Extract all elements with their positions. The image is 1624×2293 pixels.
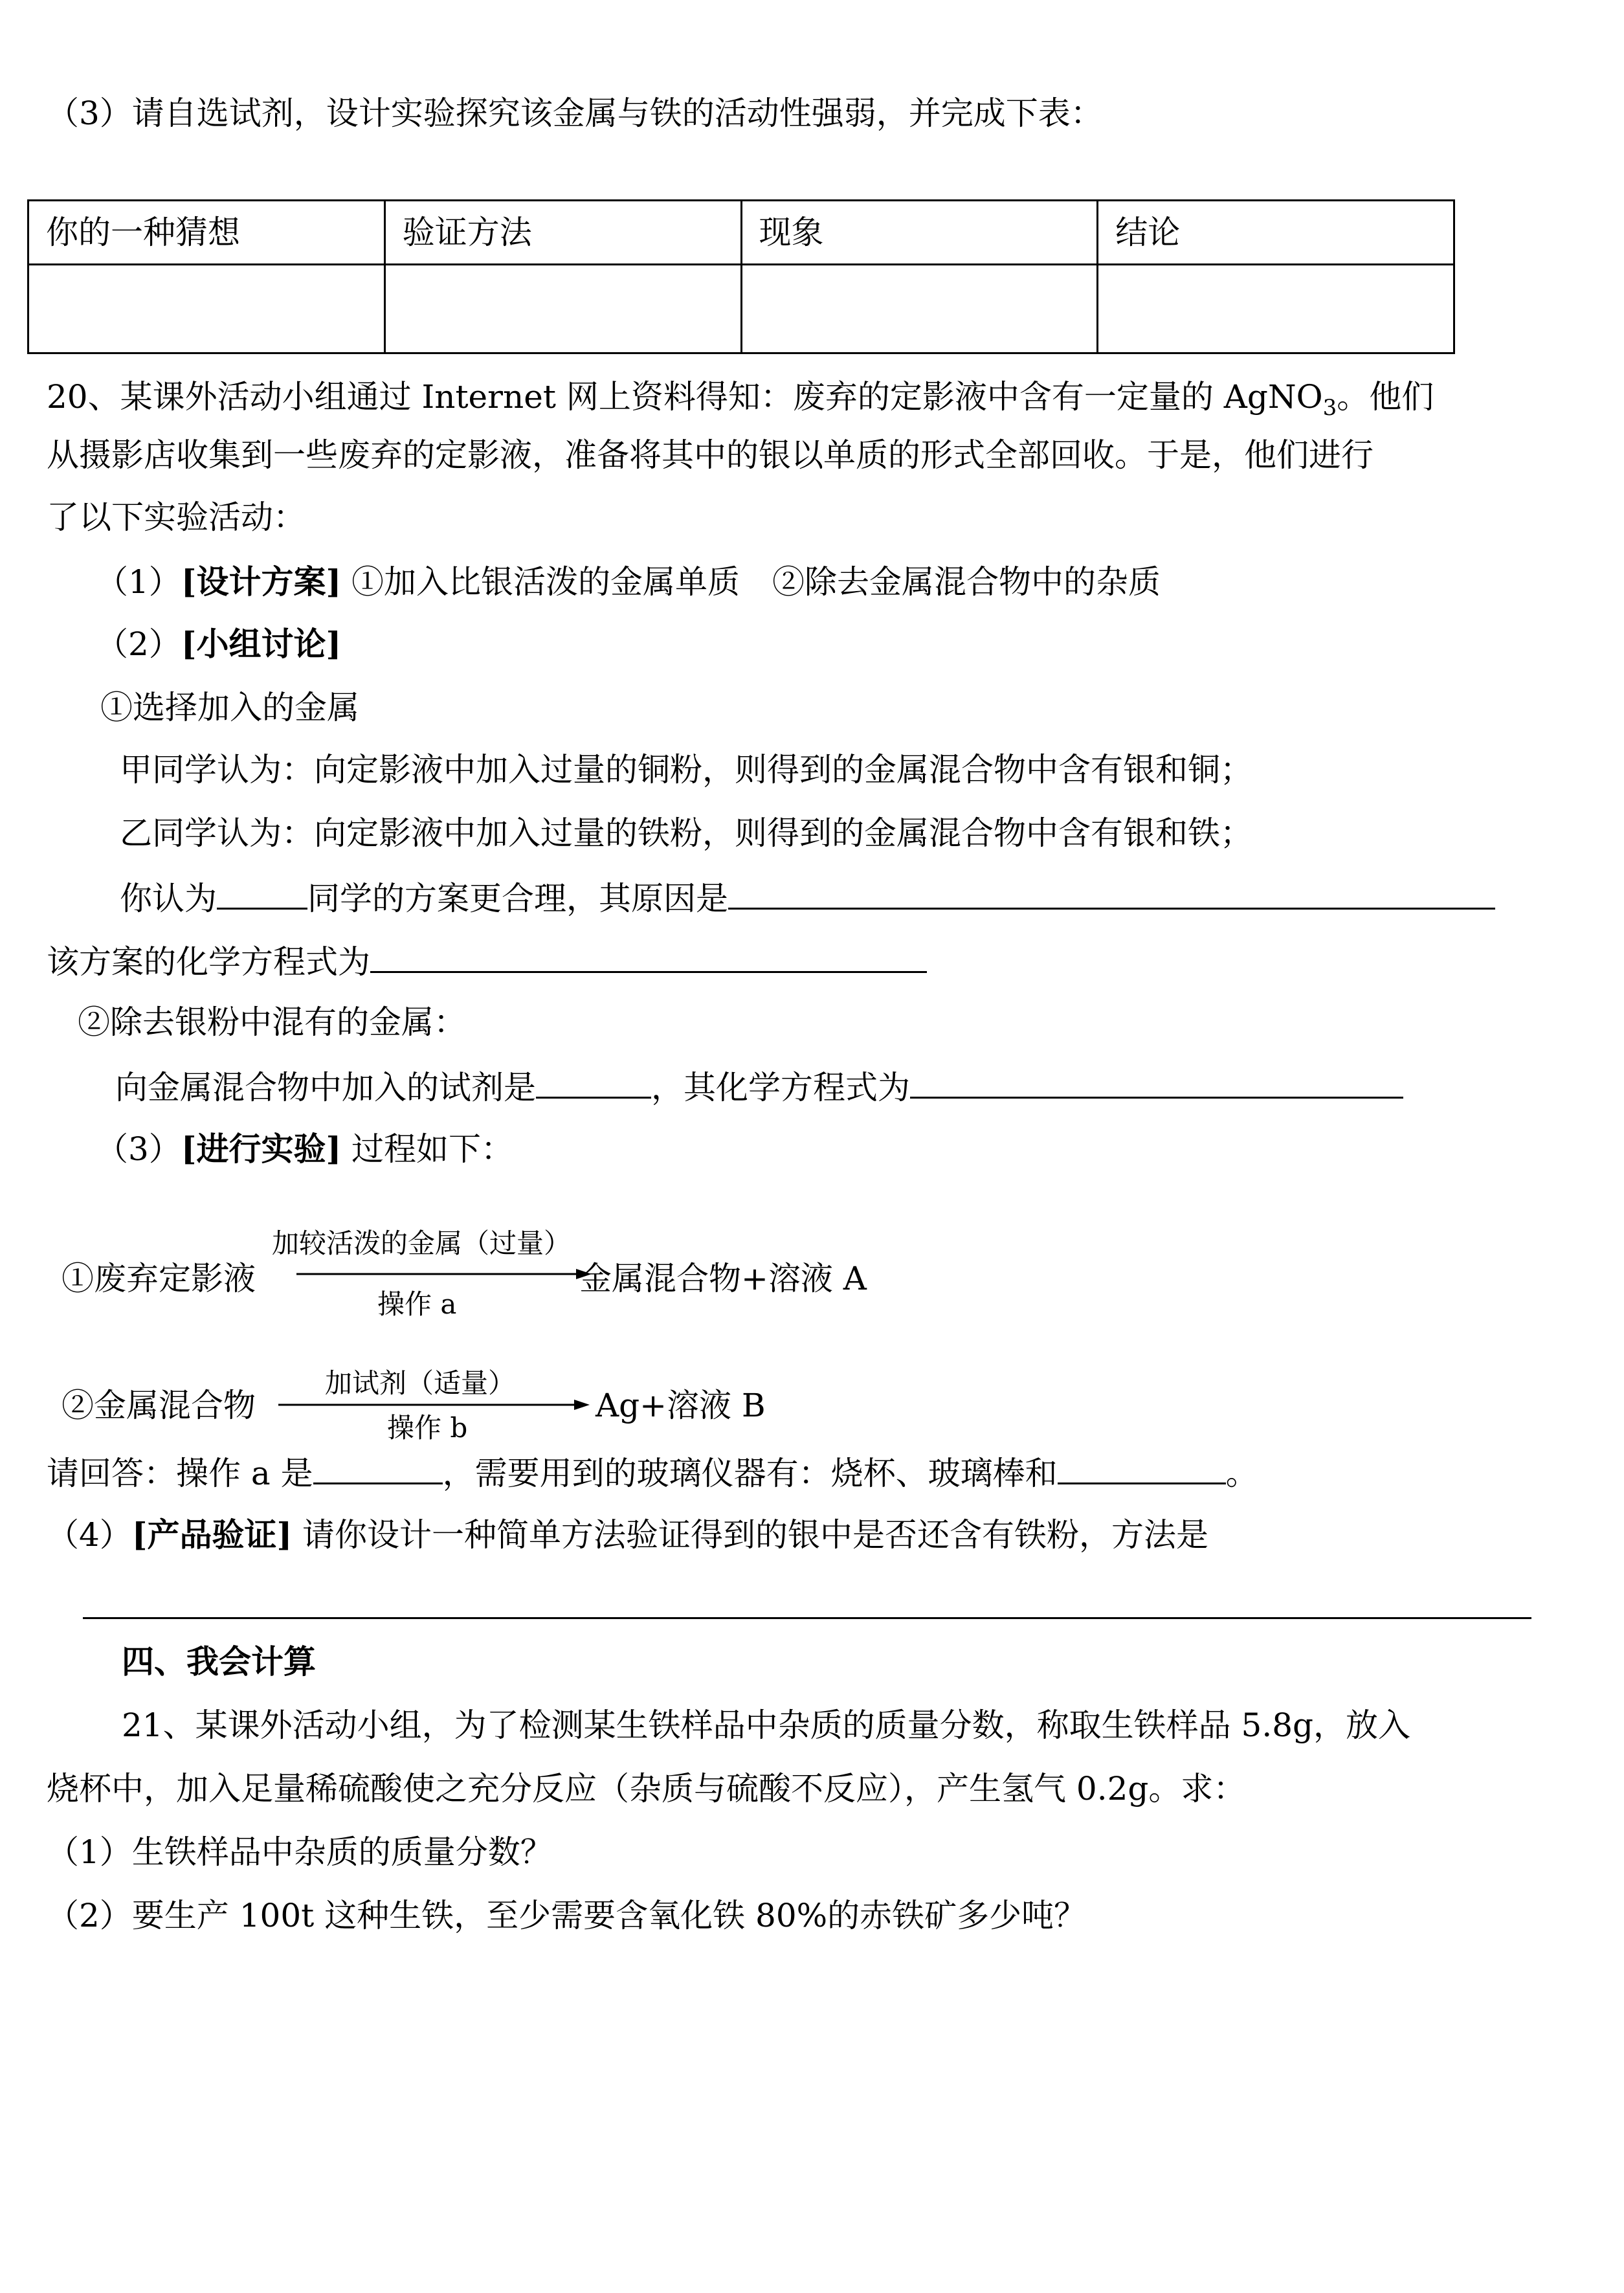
q20-part3 (96, 1130, 514, 1168)
answer-line-end: 。 (1225, 1455, 1258, 1492)
reagent-equation-blank[interactable] (910, 1068, 1403, 1099)
q20-line2: 从摄影店收集到一些废弃的定影液，准备将其中的银以单质的形式全部回收。于是，他们进行 (47, 436, 1374, 474)
flow1-top-label: 加较活泼的金属（过量） (272, 1227, 572, 1259)
q21-line2: 烧杯中，加入足量稀硫酸使之充分反应（杂质与硫酸不反应），产生氢气 0.2g。求： (47, 1770, 1246, 1807)
header-conclusion: 结论 (1098, 201, 1454, 265)
q20-part1 (96, 563, 1161, 601)
jia-opinion: 甲同学认为：向定影液中加入过量的铜粉，则得到的金属混合物中含有银和铜； (120, 751, 1252, 789)
q3-intro: （3）请自选试剂，设计实验探究该金属与铁的活动性强弱，并完成下表： (47, 95, 1103, 132)
section-4-title: 四、我会计算 (122, 1642, 316, 1681)
answer-table-header-row (28, 201, 1454, 265)
part2-number: （2） (96, 625, 181, 663)
part3-tag: [进行实验] (181, 1130, 342, 1168)
reagent-label: 向金属混合物中加入的试剂是 (115, 1069, 536, 1106)
q20-part4 (47, 1516, 1209, 1554)
you-think-line (120, 879, 1495, 915)
part2-tag: [小组讨论] (181, 625, 342, 663)
header-guess: 你的一种猜想 (28, 201, 385, 265)
part2-sub1: ①选择加入的金属 (100, 689, 359, 726)
reason-blank[interactable] (728, 879, 1495, 910)
part4-text: 请你设计一种简单方法验证得到的银中是否还含有铁粉，方法是 (292, 1516, 1209, 1554)
q20-line1-post: 。他们 (1337, 378, 1434, 416)
q20-line1-pre: 20、某课外活动小组通过 Internet 网上资料得知：废弃的定影液中含有一定量的 AgNO (47, 378, 1323, 416)
cell-phenomenon[interactable] (741, 265, 1098, 353)
flow2-bottom-label: 操作 b (387, 1412, 468, 1444)
part1-number: （1） (96, 563, 181, 601)
equation-label: 该方案的化学方程式为 (47, 943, 370, 981)
reagent-blank[interactable] (536, 1068, 651, 1099)
part3-number: （3） (96, 1130, 181, 1168)
part4-tag: [产品验证] (131, 1516, 293, 1554)
reagent-line (115, 1068, 1403, 1104)
part4-number: （4） (47, 1516, 132, 1554)
header-method: 验证方法 (384, 201, 741, 265)
answer-table-row (28, 265, 1454, 353)
part1-text: ①加入比银活泼的金属单质 ②除去金属混合物中的杂质 (341, 563, 1161, 601)
part3-text: 过程如下： (341, 1130, 514, 1168)
yi-opinion: 乙同学认为：向定影液中加入过量的铁粉，则得到的金属混合物中含有银和铁； (120, 814, 1252, 852)
cell-guess[interactable] (28, 265, 385, 353)
reagent-equation-label: ，其化学方程式为 (651, 1069, 910, 1106)
part1-tag: [设计方案] (181, 563, 342, 601)
flow2-top-label: 加试剂（适量） (325, 1367, 516, 1399)
q21-line1: 21、某课外活动小组，为了检测某生铁样品中杂质的质量分数，称取生铁样品 5.8g，放入 (122, 1706, 1411, 1744)
student-choice-blank[interactable] (217, 879, 307, 910)
answer-table (27, 199, 1455, 354)
q20-part2 (96, 625, 342, 663)
cell-conclusion[interactable] (1098, 265, 1454, 353)
operation-a-label: 请回答：操作 a 是 (47, 1455, 313, 1492)
equation-line (47, 943, 927, 981)
part2-sub2: ②除去银粉中混有的金属： (78, 1003, 466, 1041)
q21-sub1: （1）生铁样品中杂质的质量分数？ (47, 1833, 553, 1871)
operation-a-blank[interactable] (313, 1454, 443, 1484)
flow1-arrow (296, 1268, 594, 1281)
glassware-label: ，需要用到的玻璃仪器有：烧杯、玻璃棒和 (442, 1455, 1058, 1492)
q20-line1-sub: 3 (1322, 395, 1337, 421)
equation-blank[interactable] (370, 943, 927, 973)
q20-line3: 了以下实验活动： (47, 498, 306, 536)
header-phenomenon: 现象 (741, 201, 1098, 265)
you-think-mid: 同学的方案更合理，其原因是 (307, 880, 728, 917)
method-answer-blank[interactable] (83, 1617, 1531, 1619)
cell-method[interactable] (384, 265, 741, 353)
flow1-bottom-label: 操作 a (377, 1288, 457, 1320)
glassware-blank[interactable] (1058, 1454, 1226, 1484)
flow2-start: ②金属混合物 (61, 1387, 256, 1424)
flow1-start: ①废弃定影液 (61, 1260, 256, 1297)
flow1-end: 金属混合物+溶液 A (579, 1260, 867, 1297)
q21-sub2: （2）要生产 100t 这种生铁，至少需要含氧化铁 80%的赤铁矿多少吨？ (47, 1897, 1087, 1934)
answer-line (47, 1454, 1258, 1490)
flow2-end: Ag+溶液 B (595, 1387, 766, 1424)
you-think-pre: 你认为 (120, 880, 217, 917)
q20-line1 (47, 378, 1434, 421)
flow2-arrow (278, 1398, 592, 1411)
